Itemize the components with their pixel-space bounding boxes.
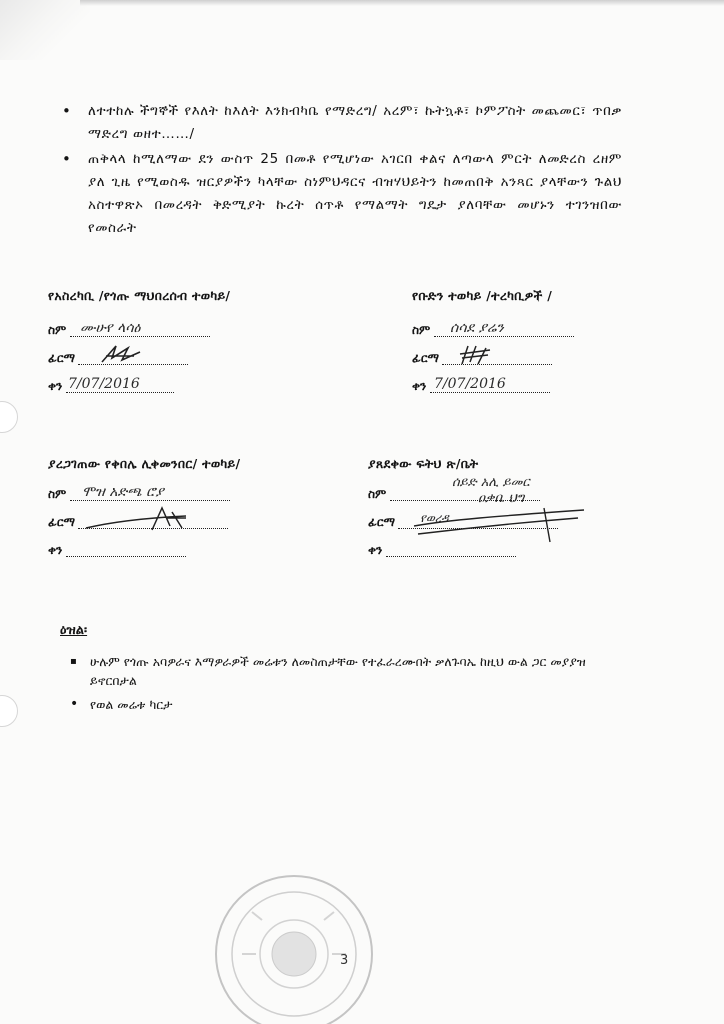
handwritten-date: 7/07/2016 bbox=[434, 376, 506, 392]
annex-title: ዕዝል፡ bbox=[60, 623, 88, 638]
folded-corner bbox=[0, 0, 90, 60]
name-line bbox=[70, 500, 230, 501]
name-label: ስም bbox=[48, 323, 67, 337]
date-label: ቀን bbox=[48, 543, 63, 557]
annex-list bbox=[70, 652, 590, 719]
signature-block-justice-office bbox=[368, 456, 608, 562]
name-label: ስም bbox=[48, 487, 67, 501]
name-line bbox=[434, 336, 574, 337]
name-row bbox=[412, 318, 632, 342]
date-row bbox=[48, 374, 308, 398]
date-line bbox=[66, 556, 186, 557]
date-line bbox=[386, 556, 516, 557]
page-edge-shadow bbox=[80, 0, 724, 6]
signature-block-handover-representative bbox=[48, 288, 308, 398]
handwritten-signature bbox=[98, 342, 144, 368]
obligation-item: • ለተተከሉ ችግኞች የእለት ከእለት እንክብካቤ የማድረግ/ አረም፣ ኩትኳቶ፣ ኮምፖስት መጨመር፣ ጥበቃ ማድረግ ወዘተ……/ bbox=[62, 100, 622, 146]
date-label: ቀን bbox=[412, 379, 427, 393]
signature-row bbox=[48, 510, 318, 534]
date-row bbox=[48, 538, 318, 562]
signature-row bbox=[368, 510, 608, 534]
obligation-item: • ጠቅላላ ከሚለማው ደን ውስጥ 25 በመቶ የሚሆነው አገርበ ቀልና ለጣውላ ምርት ለመድረስ ረዘም ያለ ጊዜ የሚወስዱ ዝርያዎችን ካላቸው ስነምህዳርና ብዝሃህይትን ከመጠበቅ አንጻር ያላቸውን ጉልህ አስተዋጽኦ በመረዳት ቅድሚያት ኩረት ሰጥቶ የማልማት ግዴታ ያለባቸው መሆኑን ተገንዝበው የመስራት bbox=[62, 148, 622, 240]
name-label: ስም bbox=[368, 487, 387, 501]
date-label: ቀን bbox=[368, 543, 383, 557]
signature-block-group-representative bbox=[412, 288, 632, 398]
date-row bbox=[412, 374, 632, 398]
signature-row bbox=[412, 346, 632, 370]
signature-label: ፊርማ bbox=[48, 515, 76, 529]
handwritten-name: ሞዝ አድጫ ሮያ bbox=[82, 484, 164, 500]
signature-block-title: የቡድን ተወካይ /ተረካቢዎች / bbox=[412, 288, 553, 303]
handwritten-name: ሰይድ አሊ ይመር bbox=[452, 475, 530, 490]
page-number: 3 bbox=[340, 953, 349, 968]
annex-item: • የወል መሬቱ ካርታ bbox=[70, 695, 590, 714]
handwritten-signature bbox=[456, 342, 496, 368]
punch-hole-lower bbox=[0, 695, 18, 727]
name-label: ስም bbox=[412, 323, 431, 337]
date-label: ቀን bbox=[48, 379, 63, 393]
signature-block-title: ያረጋገጠው የቀበሌ ሊቀመንበር/ ተወካይ/ bbox=[48, 456, 241, 471]
handwritten-name: ሰሳደ ያሬን bbox=[450, 320, 504, 336]
handwritten-signature-text: የወረዳ bbox=[420, 511, 449, 525]
signature-block-kebele-chairman bbox=[48, 456, 318, 562]
handwritten-title: ዐቃቤ ህግ bbox=[478, 491, 525, 506]
handwritten-date: 7/07/2016 bbox=[68, 376, 140, 392]
obligation-list bbox=[62, 100, 622, 242]
signature-block-title: ያጸደቀው ፍትህ ጽ/ቤት bbox=[368, 456, 479, 471]
handwritten-name: ሙሁየ ላሳዕ bbox=[80, 320, 141, 336]
signature-block-title: የአስረካቢ /የጎጡ ማህበረሰብ ተወካይ/ bbox=[48, 288, 231, 303]
date-row bbox=[368, 538, 608, 562]
annex-item: ▪ ሁሉም የጎጡ አባዎራና እማዎራዎች መሬቱን ለመስጠታቸው የተፈራረሙበት ቃለጉባኤ ከዚህ ውል ጋር መያያዝ ይኖርበታል bbox=[70, 652, 590, 690]
signature-label: ፊርማ bbox=[368, 515, 396, 529]
punch-hole-upper bbox=[0, 401, 18, 433]
signature-row bbox=[48, 346, 308, 370]
handwritten-signature bbox=[82, 504, 192, 534]
name-row bbox=[48, 318, 308, 342]
date-line bbox=[430, 392, 550, 393]
signature-label: ፊርማ bbox=[48, 351, 76, 365]
name-row bbox=[48, 482, 318, 506]
official-stamp bbox=[212, 872, 376, 1024]
name-row bbox=[368, 475, 608, 506]
name-line bbox=[70, 336, 210, 337]
signature-label: ፊርማ bbox=[412, 351, 440, 365]
date-line bbox=[66, 392, 174, 393]
